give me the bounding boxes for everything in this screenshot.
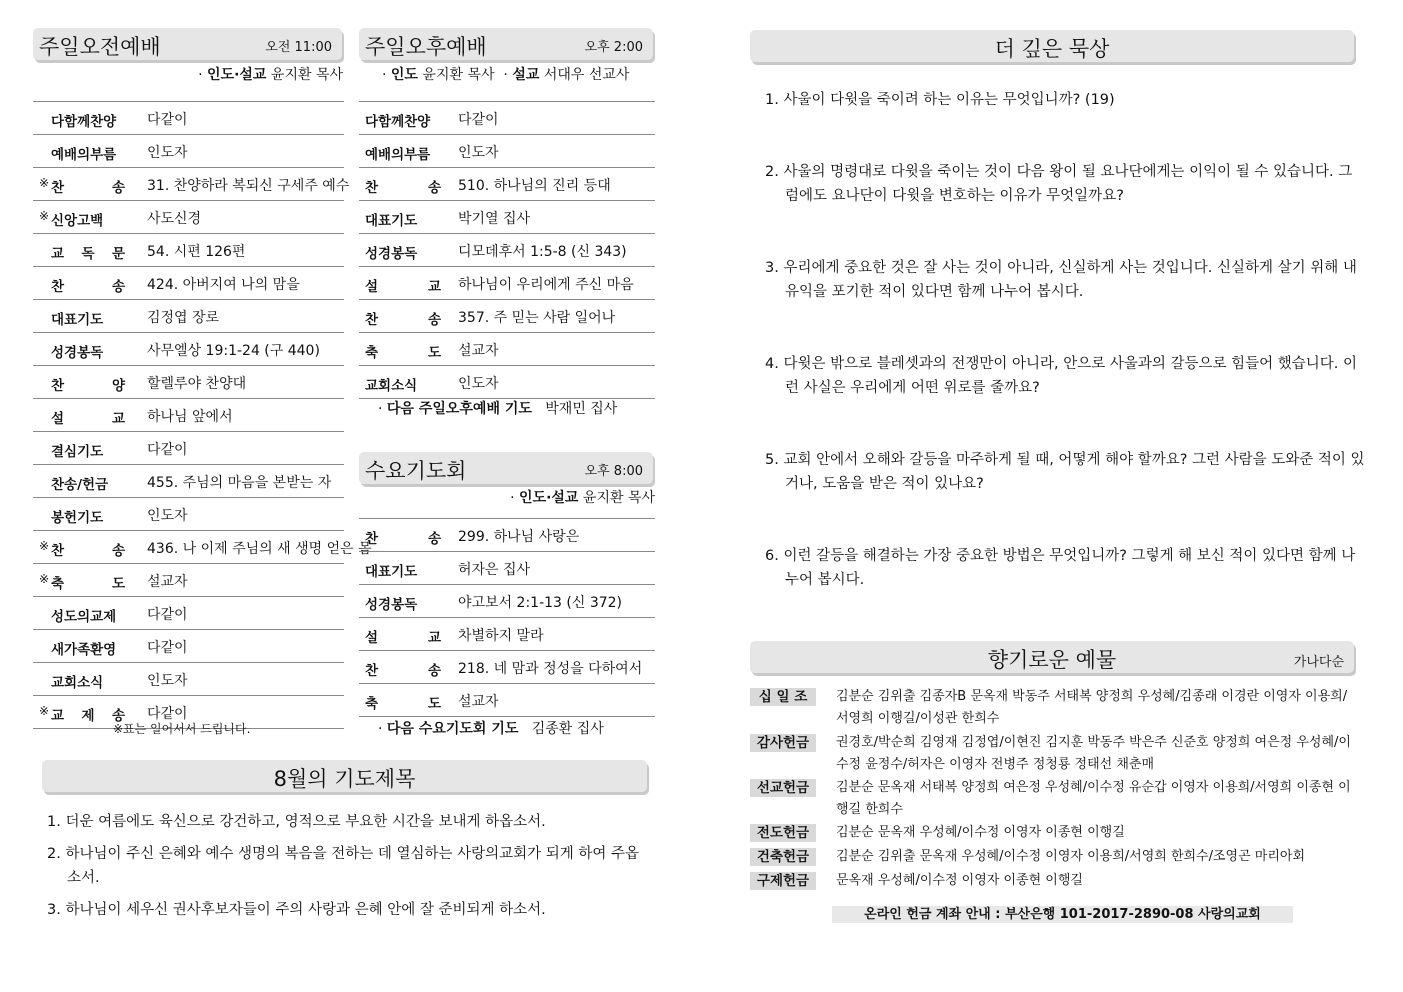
order-row: [33, 597, 344, 630]
order-value: 사도신경: [147, 211, 202, 227]
order-value: 31. 찬양하라 복되신 구세주 예수: [147, 178, 350, 194]
meditation-item-2: 2. 사울의 명령대로 다윗을 죽이는 것이 다음 왕이 될 요나단에게는 이익이 될 수 있습니다. 그럼에도 요나단이 다윗을 변호하는 이유가 무엇일까요?: [765, 164, 1353, 204]
order-value: 다같이: [458, 112, 499, 128]
afternoon-officiant-label-2: 설교: [512, 67, 540, 83]
order-value: 다같이: [147, 706, 188, 722]
order-label: 성경봉독: [365, 597, 418, 613]
meditation-title: 더 깊은 묵상: [994, 37, 1110, 61]
offering-category: 십 일 조: [750, 688, 816, 706]
order-value: 설교자: [458, 694, 499, 710]
order-row: [359, 168, 655, 201]
order-label: 대표기도: [365, 213, 418, 229]
order-row: [359, 201, 655, 234]
order-row: [33, 498, 344, 531]
afternoon-officiant-name-2: 서대우 선교사: [543, 67, 630, 83]
order-row: [33, 366, 344, 399]
order-value: 인도자: [147, 145, 188, 161]
order-row: [33, 135, 344, 168]
order-label: 찬 송: [365, 180, 441, 196]
prayer-item-2: 2. 하나님이 주신 은혜와 예수 생명의 복음을 전하는 데 열심하는 사랑의교회가 되게 하여 주옵소서.: [47, 846, 640, 886]
order-value: 다같이: [147, 442, 188, 458]
order-row: [359, 267, 655, 300]
order-row: [359, 552, 655, 585]
offering-category: 건축헌금: [750, 848, 816, 866]
afternoon-officiant: · 인도 윤지환 목사 · 설교 서대우 선교사: [382, 67, 630, 83]
offering-title: 향기로운 예물: [987, 648, 1117, 672]
order-value: 디모데후서 1:5-8 (신 343): [458, 244, 627, 260]
offering-names: 김분순 김위출 문옥재 우성혜/이수정 이영자 이용희/서영희 한희수/조영곤 마리아회: [836, 849, 1306, 864]
order-label: 찬 송: [365, 663, 441, 679]
meditation-item-1: 1. 사울이 다윗을 죽이려 하는 이유는 무엇입니까? (19): [765, 92, 1115, 108]
order-label: 성경봉독: [365, 246, 418, 262]
afternoon-officiant-label-1: 인도: [390, 67, 418, 83]
order-value: 다같이: [147, 607, 188, 623]
afternoon-service-header: [359, 28, 653, 60]
afternoon-next-label: 다음 주일오후예배 기도: [386, 401, 532, 417]
order-label: 예배의부름: [51, 147, 117, 163]
morning-service-header: [33, 28, 342, 60]
order-value: 차별하지 말라: [458, 628, 544, 644]
order-row: [33, 531, 372, 564]
order-row: [359, 519, 655, 552]
order-label: 새가족환영: [51, 642, 117, 658]
order-row: [33, 663, 344, 696]
order-value: 인도자: [458, 376, 499, 392]
order-label: 찬송/헌금: [51, 477, 109, 493]
offering-category: 구제헌금: [750, 872, 816, 890]
order-label: 다함께찬양: [365, 114, 431, 130]
order-row: [359, 585, 655, 618]
order-row: [33, 564, 344, 597]
afternoon-officiant-name-1: 윤지환 목사: [422, 67, 495, 83]
order-row: [33, 630, 344, 663]
order-row: [33, 102, 344, 135]
morning-order-list: [33, 101, 372, 729]
order-value: 424. 아버지여 나의 맘을: [147, 277, 300, 293]
order-row: [359, 618, 655, 651]
order-label: 대표기도: [51, 312, 104, 328]
offering-category: 선교헌금: [750, 779, 816, 797]
meditation-header: [750, 30, 1354, 62]
order-label: 교회소식: [51, 675, 104, 691]
wednesday-next-label: 다음 수요기도회 기도: [386, 721, 519, 737]
offering-category: 감사헌금: [750, 734, 816, 752]
order-label: 성경봉독: [51, 345, 104, 361]
afternoon-service-title: 주일오후예배: [365, 35, 487, 59]
order-row: [359, 651, 655, 684]
wednesday-next-prayer: · 다음 수요기도회 기도 김종환 집사: [378, 721, 604, 737]
order-row: [33, 201, 344, 234]
order-label: 교회소식: [365, 378, 418, 394]
morning-officiant: · 인도·설교 윤지환 목사: [198, 67, 343, 83]
meditation-item-6: 6. 이런 갈등을 해결하는 가장 중요한 방법은 무엇입니까? 그렇게 해 보신 적이 있다면 함께 나누어 봅시다.: [765, 548, 1356, 588]
order-row: [359, 135, 655, 168]
order-value: 김정엽 장로: [147, 310, 220, 326]
order-value: 하나님 앞에서: [147, 409, 233, 425]
order-row: [33, 234, 344, 267]
order-label: ※ 찬 송: [51, 539, 125, 559]
order-label: 대표기도: [365, 564, 418, 580]
order-value: 하나님이 우리에게 주신 마음: [458, 277, 634, 293]
order-row: [33, 333, 344, 366]
prayer-header: [42, 760, 647, 792]
order-value: 455. 주님의 마음을 본받는 자: [147, 475, 332, 491]
wednesday-next-name: 김종환 집사: [531, 721, 604, 737]
order-value: 설교자: [458, 343, 499, 359]
morning-officiant-name: 윤지환 목사: [270, 67, 343, 83]
order-label: 축 도: [365, 696, 441, 712]
order-value: 야고보서 2:1-13 (신 372): [458, 595, 623, 611]
wednesday-officiant-label: 인도·설교: [519, 490, 579, 506]
order-value: 박기열 집사: [458, 211, 531, 227]
order-row: [33, 168, 350, 201]
wednesday-service-header: [359, 452, 653, 484]
order-label: 설 교: [365, 630, 441, 646]
order-row: [33, 465, 344, 498]
order-row: [359, 102, 655, 135]
bank-account-note: 온라인 헌금 계좌 안내 : 부산은행 101-2017-2890-08 사랑의교회: [832, 906, 1293, 923]
order-value: 사무엘상 19:1-24 (구 440): [147, 343, 320, 359]
order-label: 축 도: [365, 345, 441, 361]
order-label: 찬 송: [365, 531, 441, 547]
offering-category: 전도헌금: [750, 824, 816, 842]
morning-service-time: 오전 11:00: [265, 40, 332, 55]
wednesday-officiant: · 인도·설교 윤지환 목사: [510, 490, 655, 506]
offering-names: 문옥재 우성혜/이수정 이영자 이종현 이행길: [836, 873, 1083, 888]
prayer-item-1: 1. 더운 여름에도 육신으로 강건하고, 영적으로 부요한 시간을 보내게 하옵소서.: [47, 814, 546, 830]
order-label: ※ 교 제 송: [51, 704, 125, 724]
order-value: 510. 하나님의 진리 등대: [458, 178, 611, 194]
wednesday-service-time: 오후 8:00: [584, 464, 643, 479]
order-row: [359, 684, 655, 717]
order-value: 299. 하나님 사랑은: [458, 529, 580, 545]
morning-service-title: 주일오전예배: [39, 35, 161, 59]
offering-sort-note: 가나다순: [1293, 655, 1344, 670]
order-row: [359, 333, 655, 366]
morning-officiant-label: 인도·설교: [207, 67, 267, 83]
offering-names: 김분순 문옥재 우성혜/이수정 이영자 이종현 이행길: [836, 825, 1125, 840]
order-label: ※ 찬 송: [51, 176, 125, 196]
order-row: [33, 432, 344, 465]
order-value: 설교자: [147, 574, 188, 590]
afternoon-next-prayer: · 다음 주일오후예배 기도 박재민 집사: [378, 401, 618, 417]
order-value: 다같이: [147, 640, 188, 656]
order-label: 교 독 문: [51, 246, 125, 262]
order-row: [359, 366, 655, 399]
order-row: [33, 267, 344, 300]
order-row: [33, 399, 344, 432]
order-value: 436. 나 이제 주님의 새 생명 얻은 몸: [147, 541, 372, 557]
meditation-item-3: 3. 우리에게 중요한 것은 잘 사는 것이 아니라, 신실하게 사는 것입니다. 신실하게 살기 위해 내 유익을 포기한 적이 있다면 함께 나누어 봅시다.: [765, 260, 1357, 300]
order-label: 다함께찬양: [51, 114, 117, 130]
order-label: 찬 양: [51, 378, 125, 394]
offering-names: 김분순 김위출 김종자B 문옥재 박동주 서태복 양정희 우성혜/김종래 이경란 이영자 이용희/서영희 이행길/이성관 한희수: [836, 689, 1348, 726]
afternoon-order-list: [359, 101, 655, 399]
order-value: 218. 네 맘과 정성을 다하여서: [458, 661, 643, 677]
wednesday-officiant-name: 윤지환 목사: [582, 490, 655, 506]
order-label: 찬 송: [51, 279, 125, 295]
offering-names: 권경호/박순희 김영재 김정엽/이현진 김지훈 박동주 박은주 신준호 양정희 여은정 우성혜/이수정 윤정수/허자은 이영자 전병주 정청룡 정태선 채춘매: [836, 735, 1351, 772]
wednesday-order-list: [359, 518, 655, 717]
order-value: 인도자: [458, 145, 499, 161]
morning-footnote: ※표는 일어서서 드립니다.: [113, 722, 251, 736]
order-row: [359, 300, 655, 333]
prayer-title: 8월의 기도제목: [273, 767, 416, 791]
wednesday-service-title: 수요기도회: [365, 459, 467, 483]
meditation-item-5: 5. 교회 안에서 오해와 갈등을 마주하게 될 때, 어떻게 해야 할까요? 그런 사람을 도와준 적이 있거나, 도움을 받은 적이 있나요?: [765, 452, 1365, 492]
order-row: [359, 234, 655, 267]
offering-names: 김분순 문옥재 서태복 양정희 여은정 우성혜/이수정 유순갑 이영자 이용희/서영희 이종현 이행길 한희수: [836, 780, 1351, 817]
afternoon-service-time: 오후 2:00: [584, 40, 643, 55]
order-label: ※ 신앙고백: [51, 209, 125, 229]
order-label: 결심기도: [51, 444, 104, 460]
order-label: 설 교: [51, 411, 125, 427]
order-label: 봉헌기도: [51, 510, 104, 526]
order-value: 인도자: [147, 508, 188, 524]
order-value: 할렐루야 찬양대: [147, 376, 247, 392]
order-label: ※ 축 도: [51, 572, 125, 592]
order-value: 허자은 집사: [458, 562, 531, 578]
offering-header: [750, 641, 1354, 673]
order-row: [33, 300, 344, 333]
order-value: 인도자: [147, 673, 188, 689]
order-label: 찬 송: [365, 312, 441, 328]
order-value: 다같이: [147, 112, 188, 128]
prayer-item-3: 3. 하나님이 세우신 권사후보자들이 주의 사랑과 은혜 안에 잘 준비되게 하소서.: [47, 902, 546, 918]
order-value: 357. 주 믿는 사람 일어나: [458, 310, 616, 326]
meditation-item-4: 4. 다윗은 밖으로 블레셋과의 전쟁만이 아니라, 안으로 사울과의 갈등으로 힘들어 했습니다. 이런 사실은 우리에게 어떤 위로를 줄까요?: [765, 356, 1358, 396]
order-value: 54. 시편 126편: [147, 244, 246, 260]
afternoon-next-name: 박재민 집사: [545, 401, 618, 417]
order-label: 예배의부름: [365, 147, 431, 163]
order-label: 설 교: [365, 279, 441, 295]
order-label: 성도의교제: [51, 609, 117, 625]
